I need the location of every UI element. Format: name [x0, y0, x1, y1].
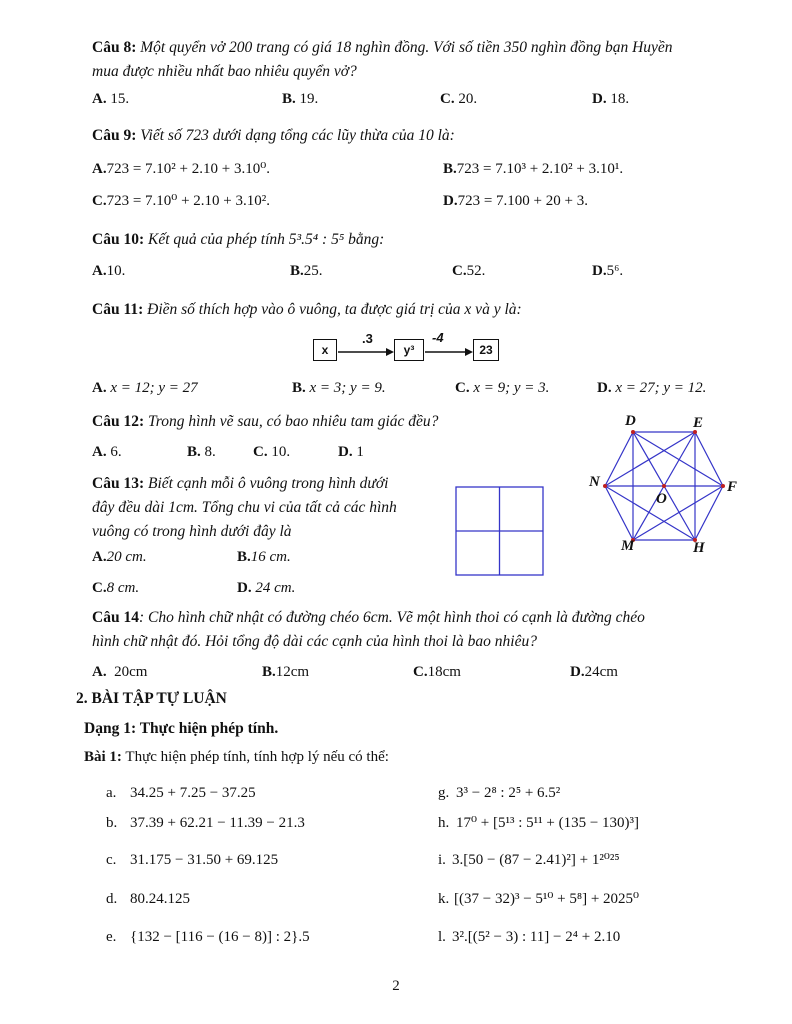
q12-option-d[interactable]: D. 1: [338, 444, 364, 460]
q8-text-2: [92, 60, 357, 84]
q13-text-3: [92, 520, 292, 544]
bai-1-label: Bài 1:: [84, 749, 122, 765]
q13-option-b[interactable]: B.16 cm.: [237, 549, 291, 565]
q8-line1: Một quyển vở 200 trang có giá 18 nghìn đồng. Với số tiền 350 nghìn đồng bạn Huyền: [140, 39, 673, 56]
bai1-item-k: k. [(37 − 32)³ − 5¹⁰ + 5⁸] + 2025⁰: [438, 891, 640, 907]
q14-line1: : Cho hình chữ nhật có đường chéo 6cm. Vẽ một hình thoi có cạnh là đường chéo: [138, 609, 645, 626]
q8-line2: mua được nhiều nhất bao nhiêu quyển vở?: [92, 63, 357, 80]
q11-box-y3: y³: [394, 339, 424, 361]
q9-label: Câu 9:: [92, 127, 137, 144]
q12-option-a[interactable]: A. 6.: [92, 444, 122, 460]
q12-option-c[interactable]: C. 10.: [253, 444, 291, 460]
q13-option-c[interactable]: C.8 cm.: [92, 580, 140, 596]
bai1-item-d: d. 80.24.125: [106, 891, 190, 907]
q11-option-a[interactable]: A. x = 12; y = 27: [92, 380, 198, 396]
hex-label-d: D: [625, 413, 636, 429]
q13-line1: Biết cạnh mỗi ô vuông trong hình dưới: [147, 475, 389, 492]
q9-option-d[interactable]: D.723 = 7.100 + 20 + 3.: [443, 193, 588, 209]
q12-option-b[interactable]: B. 8.: [187, 444, 216, 460]
hex-label-h: H: [693, 540, 705, 556]
q14-option-c[interactable]: C.18cm: [413, 664, 461, 680]
section-2-title: 2. BÀI TẬP TỰ LUẬN: [76, 690, 227, 707]
bai1-item-c: c. 31.175 − 31.50 + 69.125: [106, 852, 279, 868]
q11-option-d[interactable]: D. x = 27; y = 12.: [597, 380, 707, 396]
q13-text: [92, 472, 452, 496]
hex-label-f: F: [727, 479, 738, 495]
q8-option-a[interactable]: A. 15.: [92, 91, 130, 107]
q10-option-d[interactable]: D.5⁶.: [592, 263, 624, 279]
q8-option-c[interactable]: C. 20.: [440, 91, 478, 107]
dang-1-title: Dạng 1: Thực hiện phép tính.: [84, 720, 279, 737]
q8-label: Câu 8:: [92, 39, 137, 56]
bai1-item-e: e. {132 − [116 − (16 − 8)] : 2}.5: [106, 929, 310, 945]
bai1-item-i: i. 3.[50 − (87 − 2.41)²] + 1²⁰²⁵: [438, 852, 620, 868]
q14-option-d[interactable]: D.24cm: [570, 664, 618, 680]
q8-option-d[interactable]: D. 18.: [592, 91, 630, 107]
q10-option-b[interactable]: B.25.: [290, 263, 323, 279]
q14-text: [92, 606, 645, 630]
q8-text: [92, 36, 673, 60]
q10-label: Câu 10:: [92, 231, 145, 248]
q10-option-a[interactable]: A.10.: [92, 263, 126, 279]
q11-op2: -4: [432, 330, 444, 345]
square-grid-figure: [455, 486, 545, 578]
q8-option-b[interactable]: B. 19.: [282, 91, 319, 107]
q13-label: Câu 13:: [92, 475, 145, 492]
q14-option-b[interactable]: B.12cm: [262, 664, 310, 680]
q12-text: [92, 410, 438, 434]
bai1-item-b: b. 37.39 + 62.21 − 11.39 − 21.3: [106, 815, 305, 831]
hexagon-figure: [585, 410, 745, 560]
q13-line3: vuông có trong hình dưới đây là: [92, 523, 292, 540]
hex-label-m: M: [621, 538, 635, 554]
q11-box-23: 23: [473, 339, 499, 361]
q12-question: Trong hình vẽ sau, có bao nhiêu tam giác đều?: [147, 413, 439, 430]
q13-line2: đây đều dài 1cm. Tổng chu vi của tất cả các hình: [92, 499, 397, 516]
bai1-item-g: g. 3³ − 2⁸ : 2⁵ + 6.5²: [438, 785, 561, 801]
q10-text: [92, 228, 384, 252]
q14-label: Câu 14: [92, 609, 139, 626]
q10-question: Kết quả của phép tính 5³.5⁴ : 5⁵ bằng:: [147, 231, 385, 248]
q11-op1: .3: [362, 331, 373, 346]
q14-line2: hình chữ nhật đó. Hỏi tổng độ dài các cạnh của hình thoi là bao nhiêu?: [92, 633, 537, 650]
q11-box-x: x: [313, 339, 337, 361]
q13-text-2: [92, 496, 397, 520]
hex-label-e: E: [693, 415, 704, 431]
q9-option-a[interactable]: A.723 = 7.10² + 2.10 + 3.10⁰.: [92, 161, 270, 177]
bai-1-text: [84, 749, 389, 766]
q13-option-d[interactable]: D. 24 cm.: [237, 580, 296, 596]
hex-label-o: O: [656, 491, 667, 507]
q9-option-c[interactable]: C.723 = 7.10⁰ + 2.10 + 3.10².: [92, 193, 270, 209]
q9-text: [92, 124, 455, 148]
bai1-item-l: l. 3².[(5² − 3) : 11] − 2⁴ + 2.10: [438, 929, 621, 945]
q14-text-2: [92, 630, 537, 654]
hex-label-n: N: [589, 474, 600, 490]
q10-option-c[interactable]: C.52.: [452, 263, 486, 279]
bai1-item-a: a. 34.25 + 7.25 − 37.25: [106, 785, 256, 801]
q11-option-c[interactable]: C. x = 9; y = 3.: [455, 380, 550, 396]
q11-question: Điền số thích hợp vào ô vuông, ta được giá trị của x và y là:: [147, 301, 522, 318]
q14-option-a[interactable]: A. 20cm: [92, 664, 148, 680]
q11-text: [92, 298, 522, 322]
q9-question: Viết số 723 dưới dạng tổng các lũy thừa của 10 là:: [140, 127, 455, 144]
page-number: 2: [392, 978, 400, 994]
bai1-item-h: h. 17⁰ + [5¹³ : 5¹¹ + (135 − 130)³]: [438, 815, 640, 831]
q13-option-a[interactable]: A.20 cm.: [92, 549, 147, 565]
q11-option-b[interactable]: B. x = 3; y = 9.: [292, 380, 386, 396]
bai-1-instruction: Thực hiện phép tính, tính hợp lý nếu có thể:: [125, 749, 389, 765]
q9-option-b[interactable]: B.723 = 7.10³ + 2.10² + 3.10¹.: [443, 161, 624, 177]
q12-label: Câu 12:: [92, 413, 145, 430]
q11-label: Câu 11:: [92, 301, 144, 318]
